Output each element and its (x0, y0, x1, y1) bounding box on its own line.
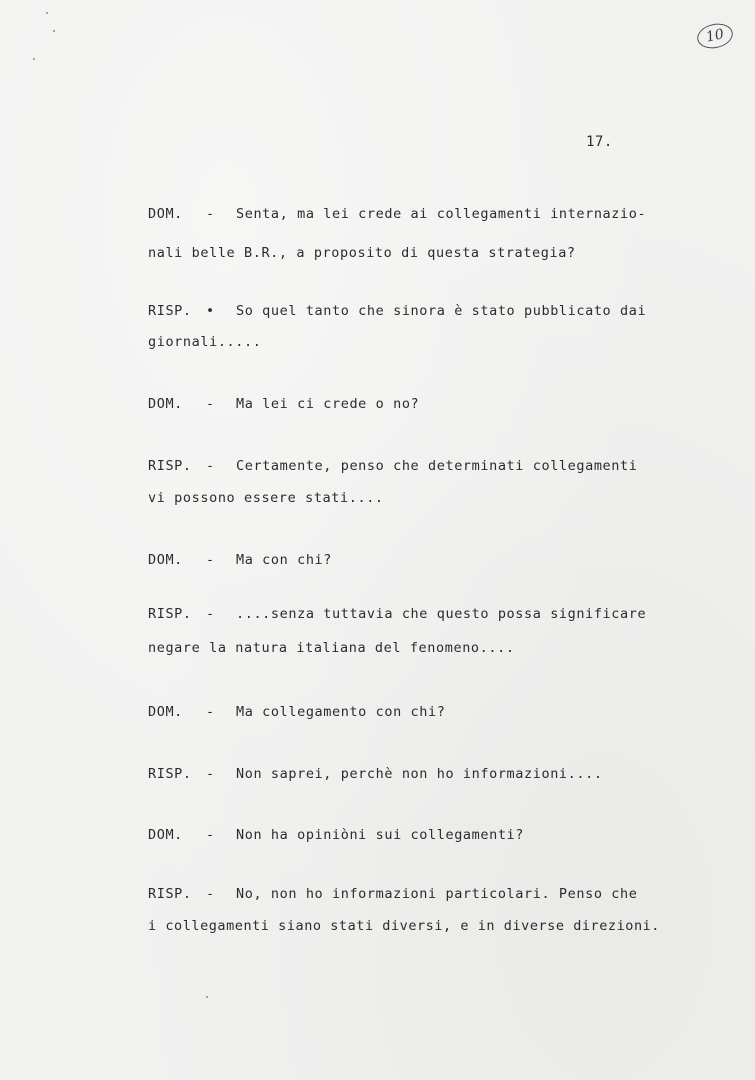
speaker-label: RISP. (148, 606, 192, 622)
archive-stamp: 10 (695, 21, 735, 52)
answer-text: Certamente, penso che determinati collegamenti (236, 458, 638, 474)
speaker-label: RISP. (148, 886, 192, 902)
question-text: Ma lei ci crede o no? (236, 396, 420, 412)
separator-dash: - (206, 766, 215, 782)
question-text: Ma con chi? (236, 552, 333, 568)
separator-dash: - (206, 886, 215, 902)
separator-dash: - (206, 206, 215, 222)
question-text: Ma collegamento con chi? (236, 704, 446, 720)
answer-line (148, 458, 637, 474)
question-line-continued: nali belle B.R., a proposito di questa strategia? (148, 245, 576, 261)
question-line (148, 827, 524, 843)
question-line (148, 552, 332, 568)
speaker-label: DOM. (148, 396, 183, 412)
paper-speck (46, 12, 48, 14)
speaker-label: RISP. (148, 458, 192, 474)
speaker-label: RISP. (148, 766, 192, 782)
question-text: Senta, ma lei crede ai collegamenti internazio- (236, 206, 647, 222)
answer-line (148, 606, 646, 622)
answer-line (148, 766, 603, 782)
answer-text: ....senza tuttavia che questo possa significare (236, 606, 647, 622)
answer-line-continued: negare la natura italiana del fenomeno.... (148, 640, 515, 656)
speaker-label: DOM. (148, 704, 183, 720)
answer-line (148, 886, 637, 902)
paper-speck (33, 58, 35, 60)
question-line (148, 206, 646, 222)
answer-text: No, non ho informazioni particolari. Penso che (236, 886, 638, 902)
separator-dash: - (206, 704, 215, 720)
speaker-label: DOM. (148, 827, 183, 843)
paper-speck (53, 30, 55, 32)
speaker-label: DOM. (148, 552, 183, 568)
speaker-label: DOM. (148, 206, 183, 222)
separator-dash: - (206, 396, 215, 412)
answer-text: Non saprei, perchè non ho informazioni.... (236, 766, 603, 782)
answer-line-continued: i collegamenti siano stati diversi, e in diverse direzioni. (148, 918, 660, 934)
answer-line-continued: giornali..... (148, 334, 262, 350)
answer-line-continued: vi possono essere stati.... (148, 490, 384, 506)
answer-text: So quel tanto che sinora è stato pubblicato dai (236, 303, 647, 319)
separator-dash: - (206, 606, 215, 622)
page-number: 17. (586, 134, 613, 150)
separator-dash: - (206, 458, 215, 474)
separator-dash: - (206, 552, 215, 568)
speaker-label: RISP. (148, 303, 192, 319)
answer-line (148, 303, 646, 319)
question-line (148, 396, 419, 412)
separator-bullet: • (206, 303, 215, 319)
paper-speck (206, 996, 208, 998)
separator-dash: - (206, 827, 215, 843)
question-text: Non ha opiniòni sui collegamenti? (236, 827, 525, 843)
question-line (148, 704, 445, 720)
